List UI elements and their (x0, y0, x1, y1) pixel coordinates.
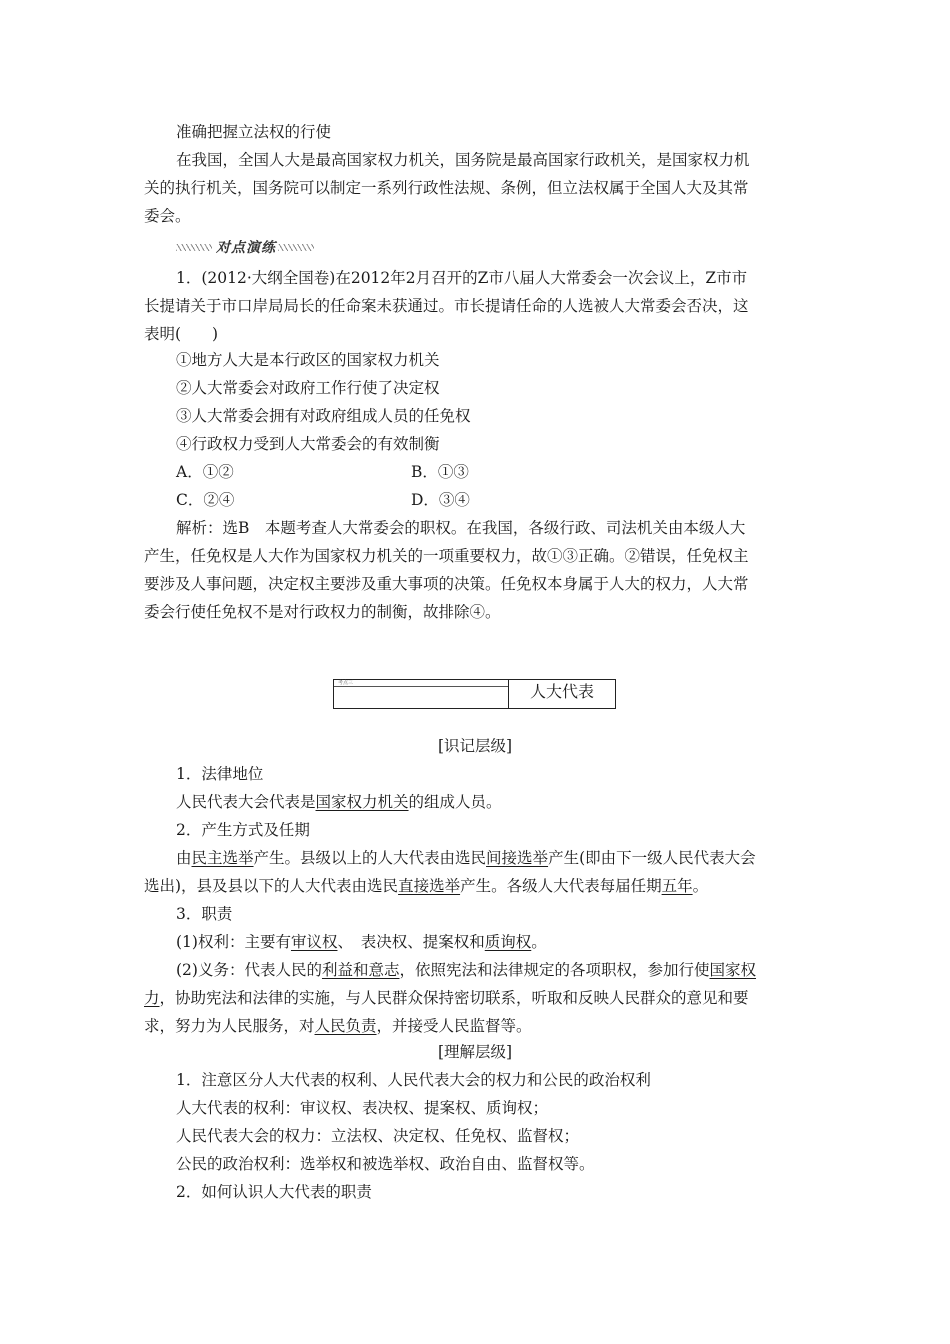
paragraph-line: 选出)，县及县以下的人大代表由选民直接选举产生。各级人大代表每届任期五年。 (144, 877, 709, 895)
key-term: 间接选举 (486, 849, 549, 867)
paragraph-line: 委会。 (144, 207, 191, 225)
key-term: 国家权力机关 (315, 793, 409, 811)
analysis-line: 要涉及人事问题，决定权主要涉及重大事项的决策。任免权本身属于人大的权力，人大常 (144, 575, 749, 593)
statement-2: ②人大常委会对政府工作行使了决定权 (176, 379, 440, 397)
key-term: 民主选举 (191, 849, 254, 867)
practice-banner-label: 对点演练 (216, 240, 276, 256)
analysis-line: 委会行使任免权不是对行政权力的制衡，故排除④。 (144, 603, 501, 621)
section-title-box (333, 679, 616, 709)
option-c: C．②④ (176, 491, 235, 509)
practice-banner (176, 240, 316, 256)
analysis-line: 解析：选B 本题考查人大常委会的职权。在我国，各级行政、司法机关由本级人大 (176, 519, 746, 537)
key-term: 力 (144, 989, 160, 1007)
memory-level-label: [识记层级] (437, 737, 513, 755)
key-term: 利益和意志 (321, 961, 400, 979)
understanding-level-label: [理解层级] (437, 1043, 513, 1061)
option-d: D．③④ (411, 491, 470, 509)
key-term: 国家权 (709, 961, 757, 979)
subheading: 2．如何认识人大代表的职责 (176, 1183, 372, 1201)
statement-4: ④行政权力受到人大常委会的有效制衡 (176, 435, 440, 453)
question-line: 长提请关于市口岸局局长的任命案未获通过。市长提请任命的人选被人大常委会否决，这 (144, 297, 749, 315)
question-line: 表明( ) (144, 325, 219, 343)
key-term: 人民负责 (314, 1017, 377, 1035)
paragraph-line: 力，协助宪法和法律的实施，与人民群众保持密切联系，听取和反映人民群众的意见和要 (144, 989, 749, 1007)
statement-3: ③人大常委会拥有对政府组成人员的任免权 (176, 407, 471, 425)
option-a: A．①② (176, 463, 234, 481)
question-line: 1．(2012·大纲全国卷)在2012年2月召开的Z市八届人大常委会一次会议上，Z市市 (176, 269, 748, 287)
subheading: 1．注意区分人大代表的权利、人民代表大会的权力和公民的政治权利 (176, 1071, 651, 1089)
banner-hatch-left (176, 244, 212, 251)
key-term: 五年 (661, 877, 693, 895)
paragraph-line: (2)义务：代表人民的利益和意志，依照宪法和法律规定的各项职权，参加行使国家权 (176, 961, 757, 979)
statement-1: ①地方人大是本行政区的国家权力机关 (176, 351, 440, 369)
paragraph-line: (1)权利：主要有审议权、 表决权、提案权和质询权。 (176, 933, 547, 951)
subheading: 1．法律地位 (176, 765, 264, 783)
subheading: 2．产生方式及任期 (176, 821, 310, 839)
section-title: 人大代表 (529, 682, 594, 701)
analysis-line: 产生，任免权是人大作为国家权力机关的一项重要权力，故①③正确。②错误，任免权主 (144, 547, 749, 565)
key-term: 审议权 (290, 933, 338, 951)
paragraph-line: 关的执行机关，国务院可以制定一系列行政性法规、条例，但立法权属于全国人大及其常 (144, 179, 749, 197)
paragraph-line: 人民代表大会的权力：立法权、决定权、任免权、监督权； (176, 1127, 580, 1145)
key-term: 直接选举 (398, 877, 461, 895)
paragraph-line: 人大代表的权利：审议权、表决权、提案权、质询权； (176, 1099, 549, 1117)
banner-hatch-right (278, 244, 314, 251)
key-term: 质询权 (484, 933, 532, 951)
paragraph-line: 求，努力为人民服务，对人民负责，并接受人民监督等。 (144, 1017, 532, 1035)
section-tag: 考点三 (338, 680, 354, 686)
paragraph-line: 由民主选举产生。县级以上的人大代表由选民间接选举产生(即由下一级人民代表大会 (176, 849, 756, 867)
paragraph-line: 人民代表大会代表是国家权力机关的组成人员。 (176, 793, 502, 811)
subheading: 3．职责 (176, 905, 233, 923)
paragraph-line: 公民的政治权利：选举权和被选举权、政治自由、监督权等。 (176, 1155, 595, 1173)
option-b: B．①③ (411, 463, 469, 481)
section-tag-strip (334, 680, 508, 687)
section-heading: 准确把握立法权的行使 (176, 123, 332, 141)
paragraph-line: 在我国，全国人大是最高国家权力机关，国务院是最高国家行政机关，是国家权力机 (176, 151, 750, 169)
